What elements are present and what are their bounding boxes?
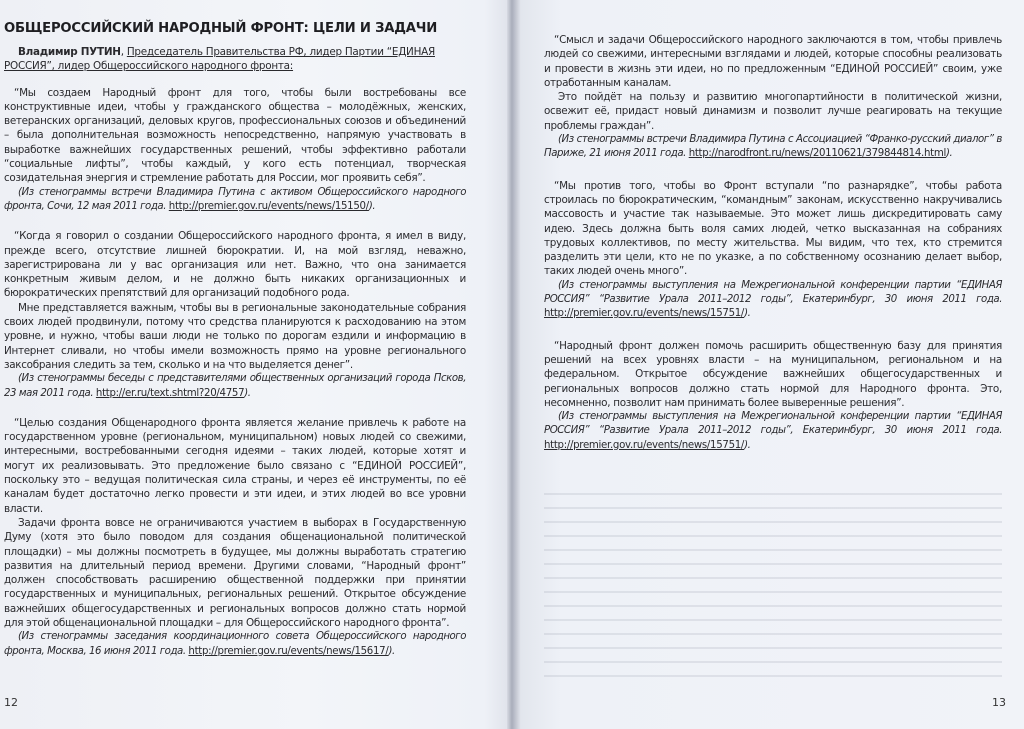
citation-end: ). — [946, 148, 953, 160]
quote-paragraph: “Мы создаем Народный фронт для того, чтобы были востребованы все конструктивные идеи, чтобы у гражданского общества – молодёжных, женских, ветеранских организаций, деловых кругов, профессиональных союзов и объединений – была дополнительная возможность непосредственно, напрямую участвовать в выработке важнейших государственных решений, чтобы эффективно работали “социальные лифты”, чтобы каждый, у кого есть потенциал, творческая созидательная энергия и стремление работать для России, мог проявить себя”. — [4, 86, 466, 185]
quote-paragraph: “Народный фронт должен помочь расширить общественную базу для принятия решений на всех уровнях власти – на муниципальном, региональном и на федеральном. Открытое обсуждение важнейших общегосударственных и региональных вопросов должно стать нормой для Народного фронта. Это, несомненно, позволит нам принимать более выверенные решения”. — [544, 339, 1002, 409]
page-title: ОБЩЕРОССИЙСКИЙ НАРОДНЫЙ ФРОНТ: ЦЕЛИ И ЗАДАЧИ — [4, 21, 438, 36]
quote-block — [544, 33, 1002, 162]
right-page — [510, 0, 1024, 729]
page-number: 13 — [992, 696, 1006, 709]
source-link[interactable]: http://premier.gov.ru/events/news/15150/ — [168, 200, 369, 212]
citation-text: (Из стенограммы встречи Владимира Путина с Ассоциацией “Франко-русский диалог” в Париже, 21 июня 2011 года. — [544, 134, 1002, 160]
source-link[interactable]: http://premier.gov.ru/events/news/15617/ — [188, 645, 389, 657]
quote-citation — [544, 133, 1002, 162]
quote-block — [544, 339, 1002, 453]
author-byline — [4, 45, 466, 74]
author-role: Председатель Правительства РФ, лидер Партии “ЕДИНАЯ РОССИЯ”, лидер Общероссийского народного фронта: — [4, 46, 435, 73]
citation-text: (Из стенограммы выступления на Межрегиональной конференции партии “ЕДИНАЯ РОССИЯ” “Развитие Урала 2011–2012 годы”, Екатеринбург, 30 июня 2011 года. — [544, 411, 1002, 437]
quote-paragraph: “Мы против того, чтобы во Фронт вступали “по разнарядке”, чтобы работа строилась по бюрократическим, “командным” законам, искусственно накручивались массовость и участие так называемые. Это может лишь дискредитировать саму идею. Здесь должна быть воля самих людей, четко высказанная на собраниях трудовых коллективов, по месту жительства. Мы видим, что тех, кто стремится разделить эти цели, кто не по указке, а по собственному осознанию делает выбор, таких людей очень много”. — [544, 179, 1002, 278]
quote-block — [4, 229, 466, 401]
citation-end: ). — [368, 200, 376, 212]
quote-paragraph: Мне представляется важным, чтобы вы в региональные законодательные собрания своих людей продвинули, потому что средства планируются к расходованию на этом уровне, и нужно, чтобы ваши люди не только по дорогам ездили и информацию в Интернет сливали, но чтобы имели возможность прямо на уровне регионального заксобрания следить за тем, сколько и на что выделяется денег”. — [4, 301, 466, 371]
quote-citation — [4, 372, 466, 401]
book-gutter — [507, 0, 521, 729]
quote-citation — [544, 410, 1002, 453]
source-link[interactable]: http://er.ru/text.shtml?20/4757 — [95, 387, 245, 399]
show-through-text — [544, 485, 1002, 685]
left-page — [0, 0, 510, 729]
page-number: 12 — [4, 696, 18, 709]
source-link[interactable]: http://premier.gov.ru/events/news/15751/ — [544, 439, 745, 451]
byline-separator: , — [120, 46, 127, 58]
quote-block — [4, 416, 466, 659]
quote-block — [4, 86, 466, 215]
citation-text: (Из стенограммы беседы с представителями общественных организаций города Псков, 23 мая 2011 года. — [4, 373, 466, 399]
source-link[interactable]: http://premier.gov.ru/events/news/15751/ — [544, 308, 745, 320]
quote-paragraph: Это пойдёт на пользу и развитию многопартийности в политической жизни, освежит её, придаст новый динамизм и позволит лучше реагировать на текущие проблемы граждан”. — [544, 91, 1002, 132]
citation-text: (Из стенограммы заседания координационного совета Общероссийского народного фронта, Москва, 16 июня 2011 года. — [4, 631, 466, 657]
quote-paragraph: “Смысл и задачи Общероссийского народного заключаются в том, чтобы привлечь людей со свежими, интересными взглядами и людей, которые способны реализовать и провести в жизнь эти идеи, но по предложенным “ЕДИНОЙ РОССИЕЙ” своим, уже отработанным каналам. — [544, 34, 1002, 89]
citation-text: (Из стенограммы встречи Владимира Путина с активом Общероссийского народного фронта, Сочи, 12 мая 2011 года. — [4, 186, 466, 212]
citation-end: ). — [244, 387, 251, 399]
quote-citation — [4, 186, 466, 215]
citation-end: ). — [744, 308, 751, 320]
citation-text: (Из стенограммы выступления на Межрегиональной конференции партии “ЕДИНАЯ РОССИЯ” “Развитие Урала 2011–2012 годы”, Екатеринбург, 30 июня 2011 года. — [544, 279, 1002, 306]
citation-end: ). — [388, 645, 395, 657]
quote-citation — [544, 279, 1002, 322]
quote-paragraph: “Целью создания Общенародного фронта является желание привлечь к работе на государственном уровне (региональном, муниципальном) новых людей со свежими, интересными, востребованными сегодня идеями – таких людей, которые хотят и могут их реализовывать. Это предложение было связано с “ЕДИНОЙ РОССИЕЙ”, поскольку это – ведущая политическая сила страны, и через её инструменты, по её каналам будет достаточно легко провести и эти идеи, и этих людей во все уровни власти. — [4, 416, 466, 515]
citation-end: ). — [744, 439, 751, 451]
quote-paragraph: “Когда я говорил о создании Общероссийского народного фронта, я имел в виду, прежде всего, отсутствие лишней бюрократии. И, на мой взгляд, неважно, зарегистрирована ли у вас организация или нет. Важно, что она занимается конкретным живым делом, и не должно быть никаких организационных и бюрократических препятствий для организаций подобного рода. — [4, 230, 466, 300]
author-name: Владимир ПУТИН — [18, 46, 121, 58]
quote-citation — [4, 630, 466, 659]
source-link[interactable]: http://narodfront.ru/news/20110621/379844814.html — [688, 148, 946, 160]
quote-paragraph: Задачи фронта вовсе не ограничиваются участием в выборах в Государственную Думу (хотя это было поводом для создания общенациональной политической площадки) – мы должны посмотреть в будущее, мы должны выработать стратегию развития на длительный период времени. Другими словами, “Народный фронт” должен способствовать расширению общественной поддержки при принятии государственных и муниципальных, региональных решений. Открытое обсуждение важнейших общегосударственных и региональных вопросов должно стать нормой для этой общенациональной площадки – для Общероссийского народного фронта”. — [4, 516, 466, 629]
quote-block — [544, 179, 1002, 322]
